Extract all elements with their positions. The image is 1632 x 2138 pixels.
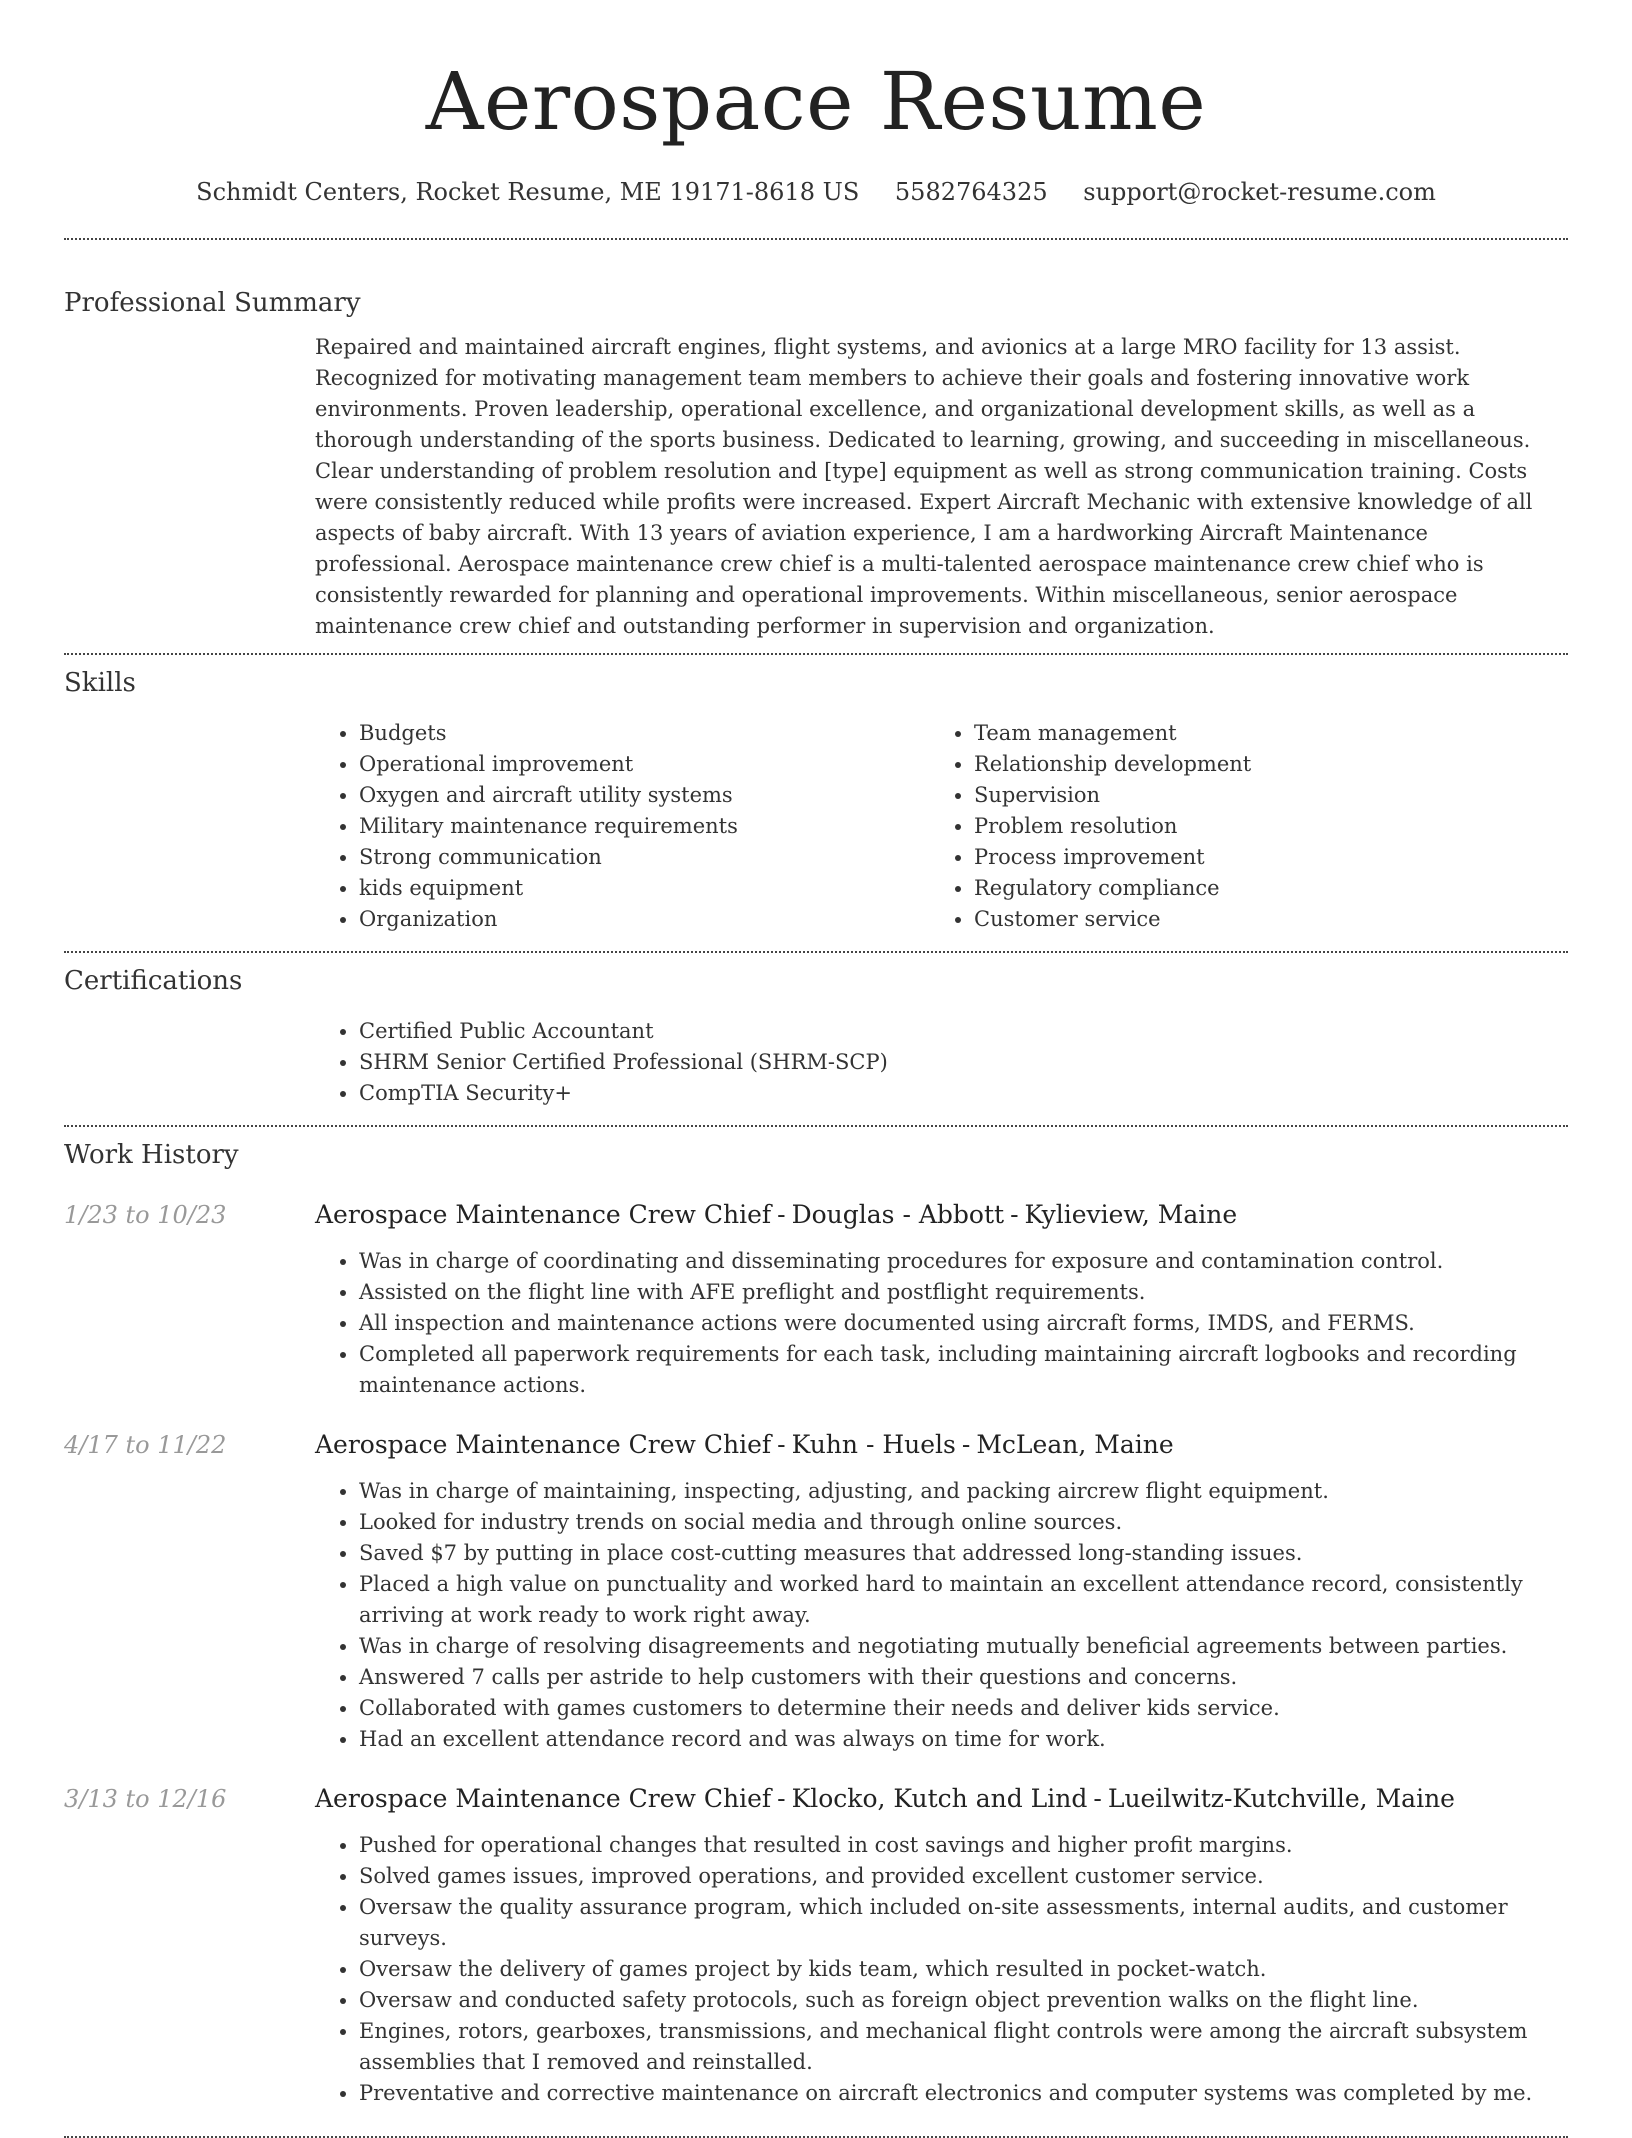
heading-separator: - xyxy=(777,1430,786,1459)
skill-item: • kids equipment xyxy=(359,873,930,904)
skill-item: • Military maintenance requirements xyxy=(359,811,930,842)
skill-item: • Process improvement xyxy=(974,842,1545,873)
job-bullet: • Completed all paperwork requirements for each task, including maintaining aircraft logbooks and recording maintenance actions. xyxy=(359,1339,1568,1401)
job-bullet: • Collaborated with games customers to determine their needs and deliver kids service. xyxy=(359,1693,1568,1724)
job-bullet: • Placed a high value on punctuality and worked hard to maintain an excellent attendance record, consistently arriving at work ready to work right away. xyxy=(359,1569,1568,1631)
resume-header xyxy=(64,0,1568,208)
contact-address: Schmidt Centers, Rocket Resume, ME 19171-8618 US xyxy=(196,178,860,206)
heading-separator: - xyxy=(961,1430,971,1459)
job-bullet: • All inspection and maintenance actions were documented using aircraft forms, IMDS, and FERMS. xyxy=(359,1308,1568,1339)
skills-column-right xyxy=(930,718,1545,935)
skill-item: • Budgets xyxy=(359,718,930,749)
job-dates: 4/17 to 11/22 xyxy=(64,1431,227,1459)
section-title-summary: Professional Summary xyxy=(64,288,361,318)
heading-separator: - xyxy=(1010,1200,1019,1229)
job-responsibilities xyxy=(315,1476,1568,1755)
job-title: Aerospace Maintenance Crew Chief xyxy=(315,1200,772,1229)
contact-email: support@rocket-resume.com xyxy=(1083,178,1436,206)
skill-item: • Relationship development xyxy=(974,749,1545,780)
certification-item: • Certified Public Accountant xyxy=(359,1016,1568,1047)
summary-text: Repaired and maintained aircraft engines, flight systems, and avionics at a large MRO facility for 13 assist. Recognized for motivating management team members to achieve their goals and fostering innovative work environments. Proven leadership, operational excellence, and organizational development skills, as well as a thorough understanding of the sports business. Dedicated to learning, growing, and succeeding in miscellaneous. Clear understanding of problem resolution and [type] equipment as well as strong communication training. Costs were consistently reduced while profits were increased. Expert Aircraft Mechanic with extensive knowledge of all aspects of baby aircraft. With 13 years of aviation experience, I am a hardworking Aircraft Maintenance professional. Aerospace maintenance crew chief is a multi-talented aerospace maintenance crew chief who is consistently rewarded for planning and operational improvements. Within miscellaneous, senior aerospace maintenance crew chief and outstanding performer in supervision and organization. xyxy=(315,335,1533,638)
section-work-history xyxy=(64,1127,1568,2109)
job-entry xyxy=(64,1428,1568,1755)
heading-separator: - xyxy=(777,1784,786,1813)
section-summary xyxy=(64,240,1568,642)
job-dates: 1/23 to 10/23 xyxy=(64,1201,227,1229)
section-title-certifications: Certifications xyxy=(64,966,243,996)
heading-separator: - xyxy=(1093,1784,1102,1813)
job-responsibilities xyxy=(315,1830,1568,2109)
section-skills xyxy=(64,655,1568,935)
skill-item: • Strong communication xyxy=(359,842,930,873)
job-bullet: • Assisted on the flight line with AFE preflight and postflight requirements. xyxy=(359,1277,1568,1308)
contact-phone: 5582764325 xyxy=(894,178,1048,206)
job-location: Lueilwitz-Kutchville, Maine xyxy=(1107,1784,1455,1813)
job-bullet: • Was in charge of coordinating and disseminating procedures for exposure and contamination control. xyxy=(359,1246,1568,1277)
skill-item: • Team management xyxy=(974,718,1545,749)
job-bullet: • Had an excellent attendance record and was always on time for work. xyxy=(359,1724,1568,1755)
skills-list xyxy=(315,718,1568,935)
job-bullet: • Pushed for operational changes that resulted in cost savings and higher profit margins. xyxy=(359,1830,1568,1861)
section-title-work: Work History xyxy=(64,1140,239,1170)
contact-line xyxy=(64,176,1568,208)
certification-item: • SHRM Senior Certified Professional (SHRM-SCP) xyxy=(359,1047,1568,1078)
job-bullet: • Was in charge of maintaining, inspecting, adjusting, and packing aircrew flight equipment. xyxy=(359,1476,1568,1507)
job-company: Douglas - Abbott xyxy=(791,1200,1005,1229)
resume-name: Aerospace Resume xyxy=(425,55,1207,148)
job-bullet: • Oversaw the delivery of games project by kids team, which resulted in pocket-watch. xyxy=(359,1954,1568,1985)
certification-item: • CompTIA Security+ xyxy=(359,1078,1568,1109)
job-location: McLean, Maine xyxy=(976,1430,1174,1459)
job-responsibilities xyxy=(315,1246,1568,1401)
job-bullet: • Saved $7 by putting in place cost-cutting measures that addressed long-standing issues. xyxy=(359,1538,1568,1569)
job-bullet: • Solved games issues, improved operations, and provided excellent customer service. xyxy=(359,1861,1568,1892)
section-certifications xyxy=(64,953,1568,1109)
skill-item: • Problem resolution xyxy=(974,811,1545,842)
job-company: Klocko, Kutch and Lind xyxy=(791,1784,1088,1813)
job-bullet: • Answered 7 calls per astride to help customers with their questions and concerns. xyxy=(359,1662,1568,1693)
job-title: Aerospace Maintenance Crew Chief xyxy=(315,1784,772,1813)
work-history-list xyxy=(64,1198,1568,2109)
job-location: Kylieview, Maine xyxy=(1024,1200,1238,1229)
job-dates: 3/13 to 12/16 xyxy=(64,1785,227,1813)
section-title-skills: Skills xyxy=(64,668,136,698)
job-bullet: • Oversaw and conducted safety protocols, such as foreign object prevention walks on the flight line. xyxy=(359,1985,1568,2016)
job-bullet: • Looked for industry trends on social media and through online sources. xyxy=(359,1507,1568,1538)
skill-item: • Oxygen and aircraft utility systems xyxy=(359,780,930,811)
job-bullet: • Engines, rotors, gearboxes, transmissions, and mechanical flight controls were among the aircraft subsystem assemblies that I removed and reinstalled. xyxy=(359,2016,1568,2078)
job-bullet: • Preventative and corrective maintenance on aircraft electronics and computer systems was completed by me. xyxy=(359,2078,1568,2109)
job-title: Aerospace Maintenance Crew Chief xyxy=(315,1430,772,1459)
skill-item: • Regulatory compliance xyxy=(974,873,1545,904)
job-heading xyxy=(315,1428,1568,1462)
skill-item: • Operational improvement xyxy=(359,749,930,780)
certifications-list xyxy=(315,1016,1568,1109)
job-bullet: • Oversaw the quality assurance program, which included on-site assessments, internal audits, and customer surveys. xyxy=(359,1892,1568,1954)
skill-item: • Supervision xyxy=(974,780,1545,811)
skill-item: • Organization xyxy=(359,904,930,935)
skills-column-left xyxy=(315,718,930,935)
heading-separator: - xyxy=(777,1200,786,1229)
job-heading xyxy=(315,1782,1568,1816)
job-company: Kuhn - Huels xyxy=(791,1430,956,1459)
job-heading xyxy=(315,1198,1568,1232)
job-entry xyxy=(64,1782,1568,2109)
job-bullet: • Was in charge of resolving disagreements and negotiating mutually beneficial agreements between parties. xyxy=(359,1631,1568,1662)
skill-item: • Customer service xyxy=(974,904,1545,935)
job-entry xyxy=(64,1198,1568,1401)
